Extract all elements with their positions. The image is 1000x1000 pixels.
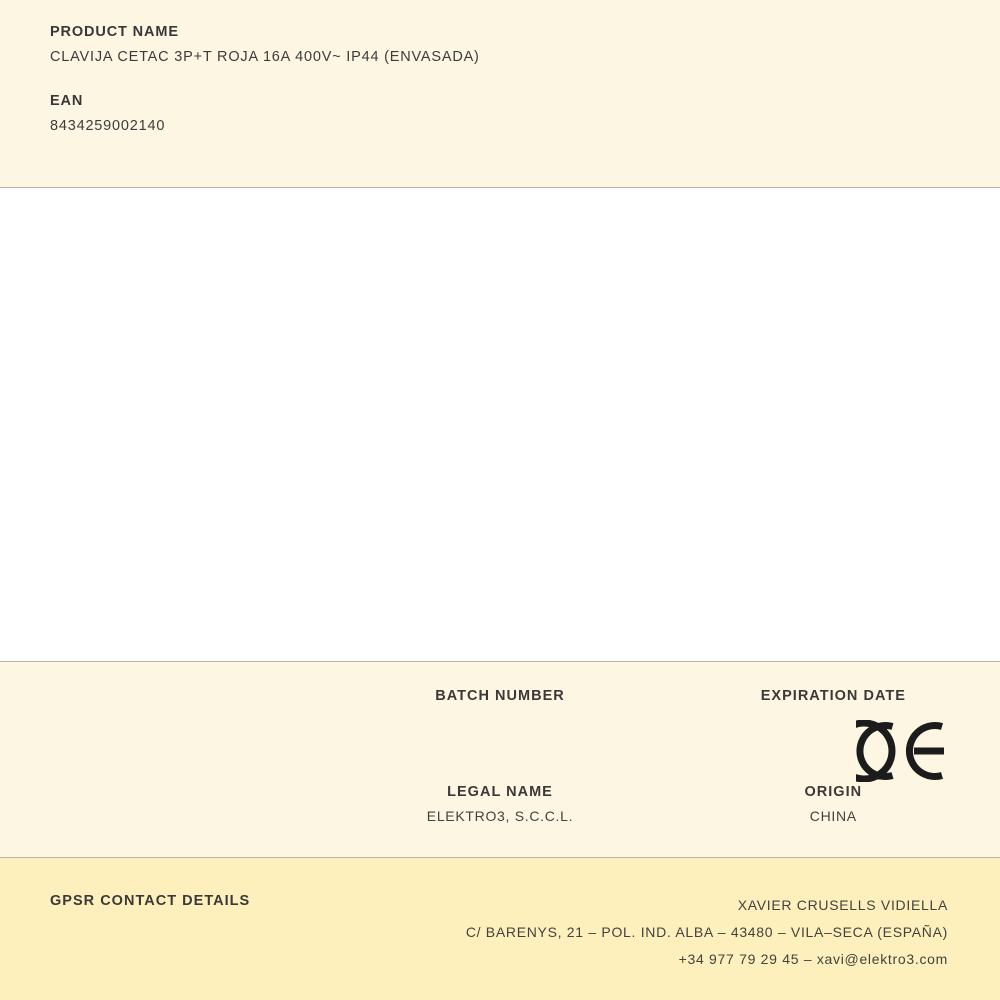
gpsr-contact-phone-email: +34 977 79 29 45 – xavi@elektro3.com [678,951,948,967]
product-info-block [0,0,1000,188]
product-name-field [50,24,950,65]
ean-field [50,93,950,134]
expiration-date-field [667,688,1000,728]
details-cell-empty-left [0,688,333,728]
legal-name-label: LEGAL NAME [447,784,553,800]
details-row-top [0,688,1000,728]
batch-number-value [333,712,666,728]
details-row-bottom [0,784,1000,824]
gpsr-contact-block [0,858,1000,1000]
product-name-label: PRODUCT NAME [50,24,179,40]
batch-number-field [333,688,666,728]
gpsr-title: GPSR CONTACT DETAILS [50,893,251,909]
gpsr-contact-address: C/ BARENYS, 21 – POL. IND. ALBA – 43480 – VILA–SECA (ESPAÑA) [465,924,948,940]
origin-field [667,784,1000,824]
origin-label: ORIGIN [804,784,863,800]
ean-label: EAN [50,93,84,109]
product-image-area [0,188,1000,662]
gpsr-contact-lines [466,892,948,973]
expiration-date-label: EXPIRATION DATE [760,688,906,704]
expiration-date-value [667,712,1000,728]
legal-name-field [333,784,666,824]
legal-name-value: ELEKTRO3, S.C.C.L. [426,808,574,824]
gpsr-contact-name: XAVIER CRUSELLS VIDIELLA [737,897,948,913]
details-cell-empty-left-2 [0,784,333,824]
origin-value: CHINA [809,808,857,824]
ce-marking-icon [856,720,948,782]
label-details-block [0,662,1000,858]
batch-number-label: BATCH NUMBER [435,688,565,704]
product-name-value: CLAVIJA CETAC 3P+T ROJA 16A 400V~ IP44 (ENVASADA) [50,49,480,65]
ean-value: 8434259002140 [50,118,166,134]
